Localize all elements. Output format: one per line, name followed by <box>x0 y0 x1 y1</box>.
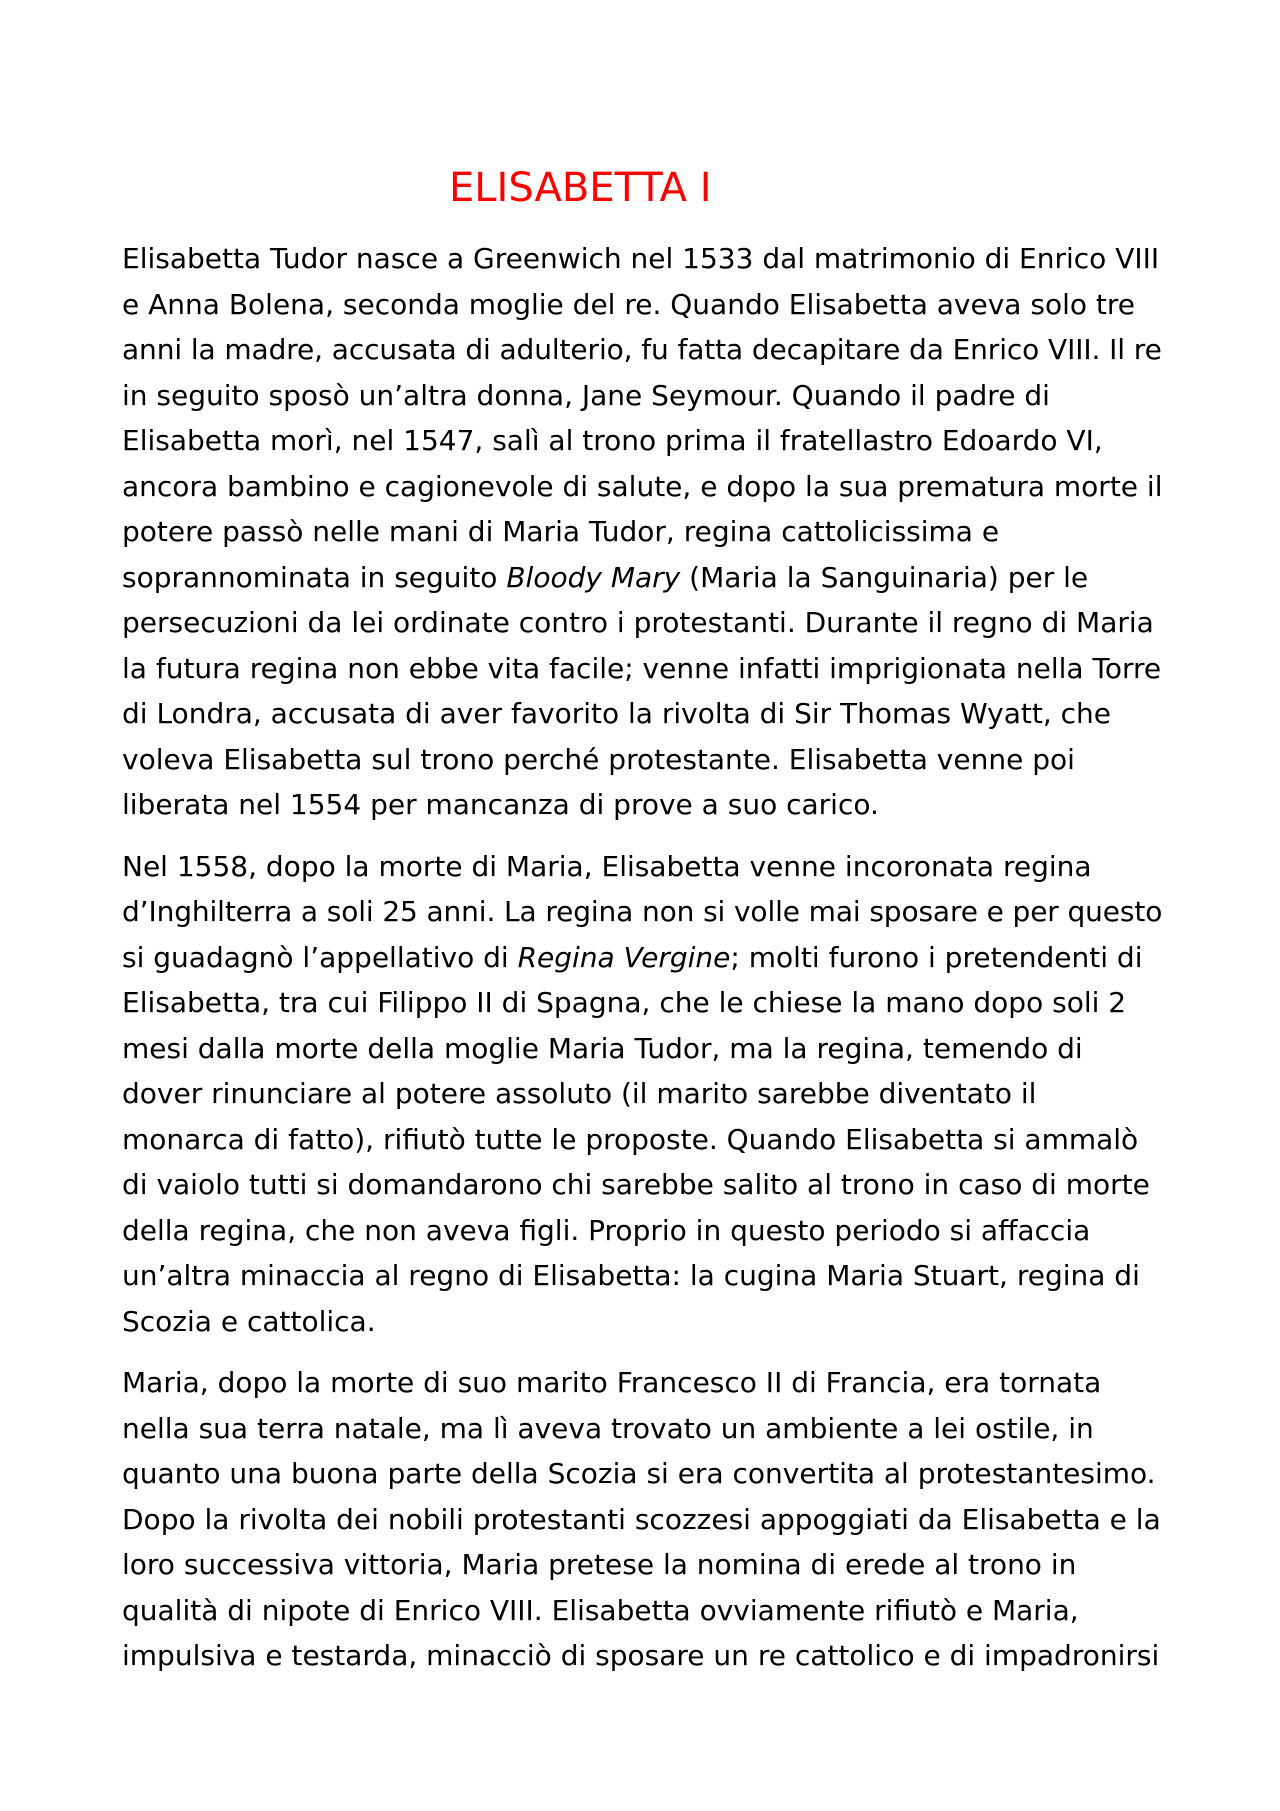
text-segment: dover rinunciare al potere assoluto (il marito sarebbe diventato il <box>122 1077 1037 1110</box>
text-line <box>122 1588 1162 1634</box>
italic-text: Regina Vergine <box>517 940 731 974</box>
text-line <box>122 1299 1162 1345</box>
paragraph <box>122 844 1162 1345</box>
text-segment: impulsiva e testarda, minacciò di sposare un re cattolico e di impadronirsi <box>122 1639 1160 1672</box>
text-line <box>122 464 1162 510</box>
text-segment: di Londra, accusata di aver favorito la rivolta di Sir Thomas Wyatt, che <box>122 697 1112 730</box>
text-segment: qualità di nipote di Enrico VIII. Elisabetta ovviamente rifiutò e Maria, <box>122 1593 1079 1627</box>
text-line <box>122 1633 1162 1679</box>
text-segment: liberata nel 1554 per mancanza di prove a suo carico. <box>122 788 879 821</box>
text-segment: Elisabetta Tudor nasce a Greenwich nel 1533 dal matrimonio di Enrico VIII <box>122 242 1160 275</box>
text-line <box>122 1360 1162 1406</box>
text-line <box>122 600 1162 646</box>
text-segment: monarca di fatto), rifiutò tutte le proposte. Quando Elisabetta si ammalò <box>122 1122 1139 1156</box>
text-segment: la futura regina non ebbe vita facile; venne infatti imprigionata nella Torre <box>122 651 1162 685</box>
text-line <box>122 1071 1162 1117</box>
paragraph <box>122 236 1162 828</box>
text-line <box>122 935 1162 981</box>
text-segment: Nel 1558, dopo la morte di Maria, Elisabetta venne incoronata regina <box>122 849 1092 883</box>
text-segment: ; molti furono i pretendenti di <box>730 940 1143 974</box>
text-segment: della regina, che non aveva figli. Proprio in questo periodo si affaccia <box>122 1213 1091 1247</box>
text-line <box>122 1542 1162 1588</box>
text-segment: quanto una buona parte della Scozia si era convertita al protestantesimo. <box>122 1457 1156 1490</box>
italic-text: Bloody Mary <box>506 560 681 594</box>
text-segment: in seguito sposò un’altra donna, Jane Seymour. Quando il padre di <box>122 378 1050 412</box>
text-line <box>122 418 1162 464</box>
text-segment: Elisabetta morì, nel 1547, salì al trono prima il fratellastro Edoardo VI, <box>122 424 1103 457</box>
text-segment: persecuzioni da lei ordinate contro i protestanti. Durante il regno di Maria <box>122 606 1154 639</box>
text-segment: di vaiolo tutti si domandarono chi sarebbe salito al trono in caso di morte <box>122 1168 1150 1201</box>
text-line <box>122 1451 1162 1497</box>
text-segment: d’Inghilterra a soli 25 anni. La regina non si volle mai sposare e per questo <box>122 895 1163 928</box>
text-segment: (Maria la Sanguinaria) per le <box>680 560 1089 594</box>
text-line <box>122 646 1162 692</box>
text-segment: Elisabetta, tra cui Filippo II di Spagna, che le chiese la mano dopo soli 2 <box>122 986 1127 1019</box>
text-line <box>122 327 1162 373</box>
text-segment: ancora bambino e cagionevole di salute, e dopo la sua prematura morte il <box>122 469 1163 503</box>
text-segment: potere passò nelle mani di Maria Tudor, regina cattolicissima e <box>122 515 1000 548</box>
text-line <box>122 1162 1162 1208</box>
text-line <box>122 1497 1162 1543</box>
text-line <box>122 509 1162 555</box>
text-line <box>122 373 1162 419</box>
text-segment: Dopo la rivolta dei nobili protestanti scozzesi appoggiati da Elisabetta e la <box>122 1502 1161 1536</box>
text-segment: soprannominata in seguito <box>122 560 507 594</box>
text-segment: Maria, dopo la morte di suo marito Francesco II di Francia, era tornata <box>122 1366 1102 1399</box>
text-line <box>122 782 1162 828</box>
text-segment: si guadagnò l’appellativo di <box>122 940 518 974</box>
text-line <box>122 1406 1162 1452</box>
text-line <box>122 844 1162 890</box>
document-body <box>122 236 1162 1695</box>
text-segment: mesi dalla morte della moglie Maria Tudor, ma la regina, temendo di <box>122 1031 1083 1065</box>
text-segment: un’altra minaccia al regno di Elisabetta: la cugina Maria Stuart, regina di <box>122 1259 1140 1292</box>
text-segment: anni la madre, accusata di adulterio, fu fatta decapitare da Enrico VIII. Il re <box>122 333 1162 366</box>
paragraph <box>122 1360 1162 1679</box>
document-title: ELISABETTA I <box>449 165 712 211</box>
text-line <box>122 737 1162 783</box>
text-segment: loro successiva vittoria, Maria pretese la nomina di erede al trono in <box>122 1548 1077 1581</box>
text-line <box>122 1253 1162 1299</box>
text-segment: e Anna Bolena, seconda moglie del re. Quando Elisabetta aveva solo tre <box>122 287 1135 321</box>
text-segment: voleva Elisabetta sul trono perché protestante. Elisabetta venne poi <box>122 742 1075 776</box>
text-line <box>122 282 1162 328</box>
text-line <box>122 236 1162 282</box>
text-line <box>122 1117 1162 1163</box>
text-line <box>122 889 1162 935</box>
text-segment: nella sua terra natale, ma lì aveva trovato un ambiente a lei ostile, in <box>122 1411 1094 1445</box>
text-line <box>122 555 1162 601</box>
text-line <box>122 691 1162 737</box>
text-line <box>122 1026 1162 1072</box>
text-segment: Scozia e cattolica. <box>122 1304 376 1338</box>
text-line <box>122 980 1162 1026</box>
text-line <box>122 1208 1162 1254</box>
